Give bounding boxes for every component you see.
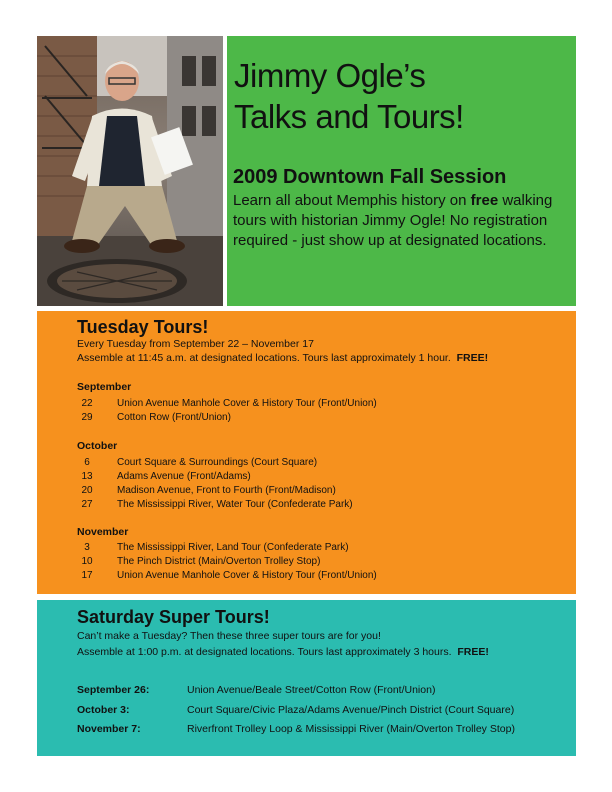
tour-row (77, 542, 547, 556)
intro-pre: Learn all about Memphis history on (233, 192, 467, 209)
super-tour-desc: Riverfront Trolley Loop & Mississippi River (Main/Overton Trolley Stop) (187, 723, 515, 735)
saturday-title: Saturday Super Tours! (77, 607, 270, 627)
tour-row (77, 485, 547, 499)
saturday-free-label: FREE! (457, 646, 489, 658)
tour-day: 6 (84, 457, 90, 468)
super-tour-row (77, 684, 557, 698)
title-line-1: Jimmy Ogle’s (234, 57, 426, 94)
super-tour-date: November 7: (77, 723, 141, 735)
month-heading-november: November (77, 526, 129, 538)
tour-day: 10 (81, 556, 93, 567)
intro-text (233, 191, 563, 251)
tour-day: 13 (81, 471, 93, 482)
tour-row (77, 499, 547, 513)
tour-day: 17 (81, 570, 93, 581)
tour-row (77, 556, 547, 570)
tour-row (77, 412, 547, 426)
saturday-assemble-text: Assemble at 1:00 p.m. at designated locations. Tours last approximately 3 hours. (77, 646, 452, 658)
tour-desc: Adams Avenue (Front/Adams) (117, 471, 251, 482)
tour-desc: The Pinch District (Main/Overton Trolley Stop) (117, 556, 321, 567)
photo-jimmy-ogle-icon (37, 36, 223, 306)
header-panel (227, 36, 576, 306)
tuesday-panel (37, 311, 576, 594)
tour-row (77, 570, 547, 584)
photo-panel (37, 36, 223, 306)
super-tour-date: September 26: (77, 684, 150, 696)
tour-desc: The Mississippi River, Water Tour (Confederate Park) (117, 499, 353, 510)
tour-desc: Cotton Row (Front/Union) (117, 412, 231, 423)
intro-free: free (470, 192, 499, 209)
month-heading-october: October (77, 440, 118, 452)
tuesday-assemble-text: Assemble at 11:45 a.m. at designated locations. Tours last approximately 1 hour. (77, 352, 451, 364)
tuesday-assemble-line (77, 352, 488, 364)
super-tour-row (77, 723, 557, 737)
title-line-2: Talks and Tours! (234, 98, 464, 135)
month-heading-september: September (77, 381, 132, 393)
intro-post: walking tours with historian Jimmy Ogle! No registration required - just show up at designated locations. (233, 192, 553, 249)
tour-row (77, 457, 547, 471)
tour-row (77, 398, 547, 412)
super-tour-desc: Court Square/Civic Plaza/Adams Avenue/Pinch District (Court Square) (187, 704, 515, 716)
tour-desc: Court Square & Surroundings (Court Square) (117, 457, 318, 468)
saturday-intro-line: Can’t make a Tuesday? Then these three super tours are for you! (77, 630, 381, 642)
tour-day: 22 (81, 398, 93, 409)
super-tour-desc: Union Avenue/Beale Street/Cotton Row (Front/Union) (187, 684, 436, 696)
tour-day: 27 (81, 499, 93, 510)
tour-day: 20 (81, 485, 93, 496)
super-tour-date: October 3: (77, 704, 130, 716)
saturday-panel (37, 600, 576, 756)
tour-day: 3 (84, 542, 90, 553)
tour-desc: The Mississippi River, Land Tour (Confederate Park) (117, 542, 349, 553)
saturday-assemble-line (77, 646, 489, 658)
tuesday-free-label: FREE! (456, 352, 489, 364)
tour-desc: Union Avenue Manhole Cover & History Tour (Front/Union) (117, 398, 377, 409)
tuesday-schedule-line: Every Tuesday from September 22 – November 17 (77, 338, 314, 350)
tour-desc: Madison Avenue, Front to Fourth (Front/Madison) (117, 485, 336, 496)
tour-day: 29 (81, 412, 93, 423)
tour-row (77, 471, 547, 485)
tour-desc: Union Avenue Manhole Cover & History Tour (Front/Union) (117, 570, 377, 581)
super-tour-row (77, 704, 557, 718)
tuesday-title: Tuesday Tours! (77, 317, 209, 337)
session-heading: 2009 Downtown Fall Session (233, 166, 507, 188)
